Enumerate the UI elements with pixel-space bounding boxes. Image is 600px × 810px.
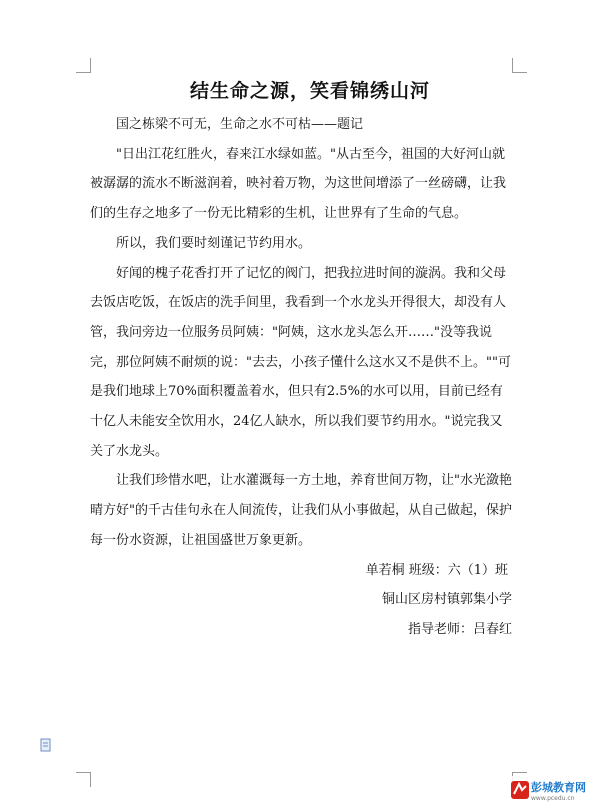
page-corner-mark [76, 58, 91, 73]
school-line: 铜山区房村镇郭集小学 [381, 592, 512, 608]
body-paragraph: 让我们珍惜水吧，让水灌溉每一方土地，养育世间万物，让"水光潋艳晴方好"的千古佳句永在人间流传，让我们从小事做起，从自己做起，保护每一份水资源，让祖国盛世万象更新。 [90, 473, 512, 548]
author-line: 单若桐 班级：六（1）班 [365, 562, 508, 578]
body-paragraph: 好闻的槐子花香打开了记忆的阀门，把我拉进时间的漩涡。我和父母去饭店吃饭，在饭店的洗手间里，我看到一个水龙头开得很大，却没有人管，我问旁边一位服务员阿姨："阿姨，这水龙头怎么开……"没等我说完，那位阿姨不耐烦的说："去去，小孩子懂什么这水又不是供不上。""可是我们地球上70%面积覆盖着水，但只有2.5%的水可以用，目前已经有十亿人未能安全饮用水，24亿人缺水，所以我们要节约用水。"说完我又关了水龙头。 [90, 265, 511, 459]
epigraph-paragraph: 国之栋梁不可无，生命之水不可枯——题记 [116, 117, 364, 132]
teacher-line: 指导老师：吕春红 [407, 621, 512, 637]
document-title: 结生命之源，笑看锦绣山河 [189, 80, 430, 102]
watermark-name: 彭城教育网 [531, 781, 586, 794]
body-paragraph: "日出江花红胜火，春来江水绿如蓝。"从古至今，祖国的大好河山就被潺潺的流水不断滋润着，映衬着万物，为这世间增添了一丝磅礴，让我们的生存之地多了一份无比精彩的生机，让世界有了生命的气息。 [90, 146, 507, 222]
page-corner-mark [76, 772, 91, 787]
page-corner-mark [512, 58, 527, 73]
document-body [90, 110, 512, 645]
watermark-url: www.pcedu.cn [531, 795, 575, 802]
paste-options-icon[interactable] [40, 738, 52, 752]
body-paragraph: 所以，我们要时刻谨记节约用水。 [116, 235, 312, 251]
